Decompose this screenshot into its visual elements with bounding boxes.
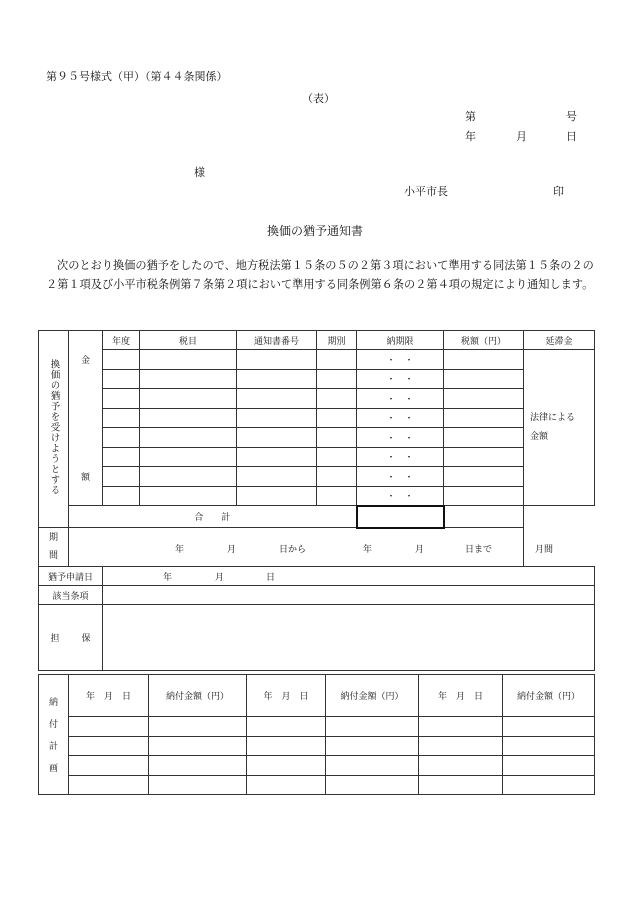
cell-period[interactable]: [317, 467, 357, 487]
cell-year[interactable]: [103, 447, 140, 467]
form-number: 第９５号様式（甲）（第４４条関係）: [46, 70, 228, 83]
plan-header-date-2: 年 月 日: [247, 675, 326, 717]
plan-row: [39, 717, 595, 737]
application-date-label: 猶予申請日: [39, 567, 103, 586]
plan-cell-date[interactable]: [247, 736, 326, 756]
cell-year[interactable]: [103, 369, 140, 389]
plan-header-amount-3: 納付金額（円）: [503, 675, 595, 717]
plan-cell-date[interactable]: [419, 717, 503, 737]
document-title: 換価の猶予通知書: [267, 224, 364, 238]
cell-tax-amount[interactable]: [444, 486, 524, 506]
plan-cell-amount[interactable]: [326, 775, 419, 795]
late-fee-note: 法律による 金額: [524, 350, 595, 506]
deferral-table: [38, 330, 595, 671]
notice-date-month: 月: [516, 130, 527, 143]
cell-tax-amount[interactable]: [444, 389, 524, 409]
security-label: 担 保: [39, 605, 103, 671]
table-row: [39, 428, 595, 448]
issuer-name: 小平市長: [404, 185, 448, 198]
addressee-suffix: 様: [194, 166, 205, 179]
plan-cell-amount[interactable]: [326, 736, 419, 756]
table-row: [39, 369, 595, 389]
table-row: [39, 389, 595, 409]
plan-header-amount-2: 納付金額（円）: [326, 675, 419, 717]
notice-date-year: 年: [465, 130, 476, 143]
cell-year[interactable]: [103, 408, 140, 428]
total-amount-field[interactable]: [357, 506, 444, 528]
cell-due-date[interactable]: ・ ・: [357, 428, 444, 448]
plan-cell-amount[interactable]: [326, 756, 419, 776]
cell-tax-amount[interactable]: [444, 369, 524, 389]
plan-row: [39, 756, 595, 776]
cell-tax-item[interactable]: [140, 486, 237, 506]
body-text-content: 次のとおり換価の猶予をしたので、地方税法第１５条の５の２第３項において準用する同法第１５条の２の２第１項及び小平市税条例第７条第２項において準用する同条例第６条の２第４項の規定により通知します。: [46, 259, 594, 291]
side-label: （表）: [302, 92, 335, 105]
cell-notice-number[interactable]: [237, 428, 317, 448]
cell-notice-number[interactable]: [237, 350, 317, 370]
total-late-fee: [444, 506, 524, 528]
period-row: [39, 528, 595, 567]
cell-due-date[interactable]: ・ ・: [357, 350, 444, 370]
table-row: [39, 447, 595, 467]
cell-due-date[interactable]: ・ ・: [357, 408, 444, 428]
col-header-tax-amount: 税額（円）: [444, 331, 524, 350]
cell-period[interactable]: [317, 486, 357, 506]
plan-header-date-3: 年 月 日: [419, 675, 503, 717]
col-header-year: 年度: [103, 331, 140, 350]
plan-cell-date[interactable]: [69, 736, 149, 756]
total-label: 合 計: [69, 506, 357, 528]
plan-cell-date[interactable]: [69, 775, 149, 795]
cell-tax-item[interactable]: [140, 408, 237, 428]
plan-row: [39, 736, 595, 756]
plan-cell-date[interactable]: [419, 736, 503, 756]
plan-cell-date[interactable]: [419, 756, 503, 776]
cell-period[interactable]: [317, 408, 357, 428]
total-row: [39, 506, 595, 528]
plan-header-date-1: 年 月 日: [69, 675, 149, 717]
security-row: [39, 605, 595, 671]
cell-year[interactable]: [103, 389, 140, 409]
amount-side-label: 金 額: [69, 331, 103, 506]
col-header-due-date: 納期限: [357, 331, 444, 350]
cell-period[interactable]: [317, 447, 357, 467]
cell-notice-number[interactable]: [237, 486, 317, 506]
seal-mark: 印: [553, 185, 564, 198]
plan-cell-date[interactable]: [419, 775, 503, 795]
table-row: [39, 486, 595, 506]
cell-notice-number[interactable]: [237, 447, 317, 467]
cell-period[interactable]: [317, 369, 357, 389]
cell-tax-item[interactable]: [140, 350, 237, 370]
cell-notice-number[interactable]: [237, 369, 317, 389]
cell-period[interactable]: [317, 428, 357, 448]
cell-due-date[interactable]: ・ ・: [357, 369, 444, 389]
cell-period[interactable]: [317, 350, 357, 370]
application-date-row: [39, 567, 595, 586]
security-field[interactable]: [103, 605, 595, 671]
plan-cell-amount[interactable]: [326, 717, 419, 737]
cell-tax-item[interactable]: [140, 467, 237, 487]
plan-cell-amount[interactable]: [503, 736, 595, 756]
plan-cell-date[interactable]: [247, 775, 326, 795]
plan-cell-amount[interactable]: [503, 717, 595, 737]
table-row: [39, 467, 595, 487]
applicable-clause-label: 該当条項: [39, 586, 103, 605]
cell-year[interactable]: [103, 350, 140, 370]
application-date-field[interactable]: 年 月 日: [103, 567, 595, 586]
cell-notice-number[interactable]: [237, 389, 317, 409]
table-row: [39, 350, 595, 370]
cell-due-date[interactable]: ・ ・: [357, 447, 444, 467]
cell-tax-amount[interactable]: [444, 447, 524, 467]
notice-number-prefix: 第: [465, 110, 476, 123]
payment-plan-label: 納 付 計 画: [39, 675, 69, 795]
cell-tax-item[interactable]: [140, 369, 237, 389]
col-header-period: 期別: [317, 331, 357, 350]
col-header-notice-number: 通知書番号: [237, 331, 317, 350]
plan-cell-date[interactable]: [247, 756, 326, 776]
col-header-late-fee: 延滞金: [524, 331, 595, 350]
notice-date-day: 日: [566, 130, 577, 143]
plan-header-amount-1: 納付金額（円）: [149, 675, 247, 717]
subject-side-label: 換価の猶予を受けようとする: [39, 331, 69, 528]
plan-row: [39, 775, 595, 795]
cell-year[interactable]: [103, 467, 140, 487]
cell-year[interactable]: [103, 486, 140, 506]
body-text: [46, 256, 596, 294]
plan-cell-amount[interactable]: [149, 717, 247, 737]
applicable-clause-field[interactable]: [103, 586, 595, 605]
plan-cell-amount[interactable]: [503, 775, 595, 795]
table-row: [39, 408, 595, 428]
payment-plan-table: [38, 674, 595, 795]
cell-tax-amount[interactable]: [444, 428, 524, 448]
plan-cell-date[interactable]: [247, 717, 326, 737]
cell-period[interactable]: [317, 389, 357, 409]
cell-tax-item[interactable]: [140, 389, 237, 409]
plan-cell-date[interactable]: [69, 717, 149, 737]
notice-number-suffix: 号: [566, 110, 577, 123]
plan-cell-amount[interactable]: [503, 756, 595, 776]
cell-year[interactable]: [103, 428, 140, 448]
cell-tax-amount[interactable]: [444, 408, 524, 428]
cell-tax-amount[interactable]: [444, 467, 524, 487]
cell-tax-amount[interactable]: [444, 350, 524, 370]
cell-notice-number[interactable]: [237, 408, 317, 428]
period-label: 期 間: [39, 528, 69, 567]
cell-notice-number[interactable]: [237, 467, 317, 487]
cell-due-date[interactable]: ・ ・: [357, 389, 444, 409]
cell-due-date[interactable]: ・ ・: [357, 486, 444, 506]
applicable-clause-row: [39, 586, 595, 605]
plan-cell-amount[interactable]: [149, 736, 247, 756]
col-header-tax-item: 税目: [140, 331, 237, 350]
plan-cell-date[interactable]: [69, 756, 149, 776]
plan-cell-amount[interactable]: [149, 775, 247, 795]
cell-tax-item[interactable]: [140, 447, 237, 467]
plan-cell-amount[interactable]: [149, 756, 247, 776]
cell-tax-item[interactable]: [140, 428, 237, 448]
period-field[interactable]: 年 月 日から 年 月 日まで 月間: [69, 528, 524, 567]
cell-due-date[interactable]: ・ ・: [357, 467, 444, 487]
